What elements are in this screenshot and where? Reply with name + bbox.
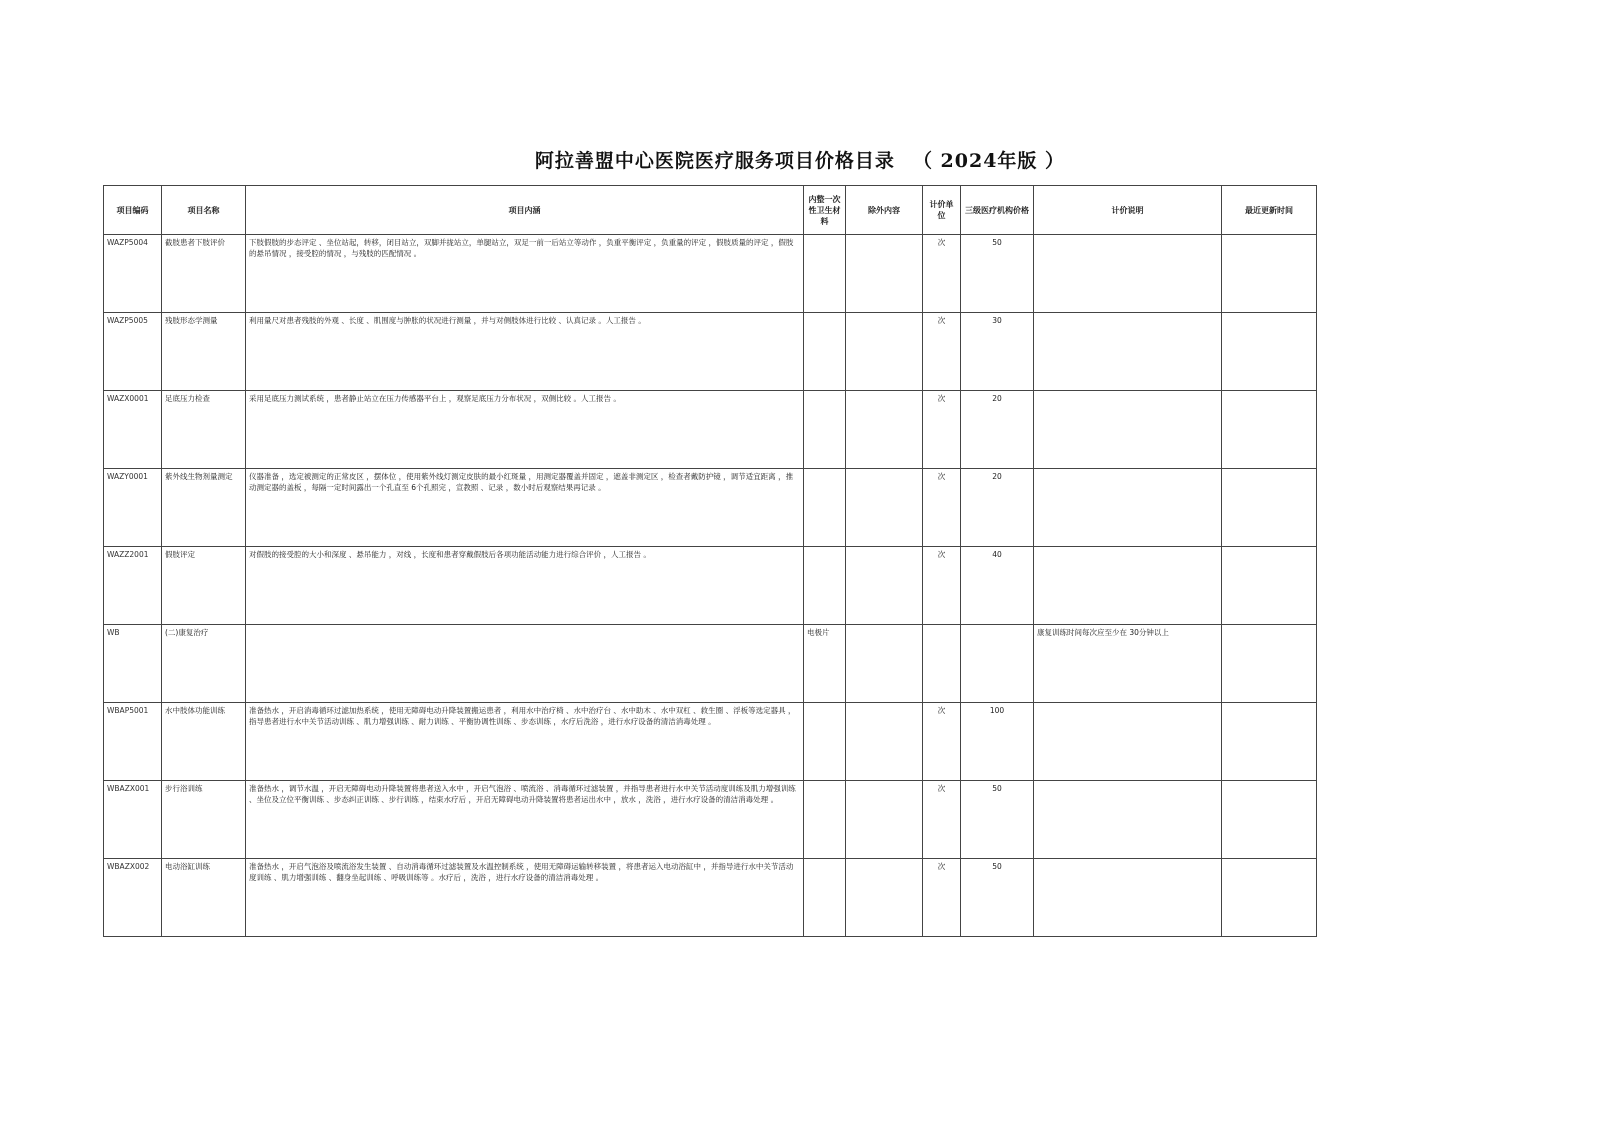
cell-price: 30 [961, 313, 1034, 391]
cell-consumables [804, 781, 846, 859]
table-row [104, 859, 1317, 937]
cell-updated [1222, 781, 1317, 859]
cell-updated [1222, 625, 1317, 703]
cell-unit: 次 [923, 391, 961, 469]
cell-name: 残肢形态学测量 [162, 313, 246, 391]
cell-consumables [804, 469, 846, 547]
cell-unit: 次 [923, 469, 961, 547]
cell-excluded [846, 625, 923, 703]
table-row [104, 313, 1317, 391]
table-row [104, 235, 1317, 313]
cell-name: 足底压力检查 [162, 391, 246, 469]
cell-price: 20 [961, 469, 1034, 547]
header-price: 三级医疗机构价格 [961, 186, 1034, 235]
cell-consumables [804, 703, 846, 781]
cell-content: 利用量尺对患者残肢的外观 、长度 、肌围度与肿胀的状况进行测量 ，并与对侧肢体进行比较 、认真记录 。人工报告 。 [246, 313, 804, 391]
cell-price: 50 [961, 859, 1034, 937]
table-row [104, 625, 1317, 703]
cell-explanation [1034, 703, 1222, 781]
header-excluded: 除外内容 [846, 186, 923, 235]
cell-unit: 次 [923, 235, 961, 313]
cell-code: WAZP5004 [104, 235, 162, 313]
cell-price [961, 625, 1034, 703]
cell-explanation: 康复训练时间每次应至少在 30分钟以上 [1034, 625, 1222, 703]
cell-name: 水中肢体功能训练 [162, 703, 246, 781]
cell-excluded [846, 469, 923, 547]
cell-excluded [846, 391, 923, 469]
header-content: 项目内涵 [246, 186, 804, 235]
cell-code: WAZZ2001 [104, 547, 162, 625]
cell-content: 准备热水 ，调节水温 ，开启无障碍电动升降装置将患者送入水中 ，开启气泡浴 、喷流浴 、消毒循环过滤装置 ，并指导患者进行水中关节活动度训练及肌力增强训练 、坐位及立位平衡训练 、步态纠正训练 、步行训练 ，结束水疗后 ，开启无障碍电动升降装置将患者运出水中 ，放水 ，洗浴 ，进行水疗设备的清洁消毒处理 。 [246, 781, 804, 859]
cell-updated [1222, 469, 1317, 547]
cell-content: 准备热水 ，开启气泡浴及喷流浴发生装置 、自动消毒循环过滤装置及水温控制系统 ，使用无障碍运输转移装置 ，将患者运入电动浴缸中 ，并指导进行水中关节活动度训练 、肌力增强训练 、翻身坐起训练 、呼吸训练等 。水疗后 ，洗浴 ，进行水疗设备的清洁消毒处理 。 [246, 859, 804, 937]
cell-explanation [1034, 469, 1222, 547]
cell-price: 20 [961, 391, 1034, 469]
cell-unit: 次 [923, 313, 961, 391]
cell-excluded [846, 859, 923, 937]
header-consumables: 内整一次性卫生材料 [804, 186, 846, 235]
cell-explanation [1034, 781, 1222, 859]
cell-consumables [804, 859, 846, 937]
table-row [104, 781, 1317, 859]
cell-unit [923, 625, 961, 703]
cell-excluded [846, 235, 923, 313]
header-name: 项目名称 [162, 186, 246, 235]
cell-name: 步行浴训练 [162, 781, 246, 859]
price-catalog-table [103, 185, 1317, 937]
cell-price: 100 [961, 703, 1034, 781]
cell-unit: 次 [923, 703, 961, 781]
cell-price: 50 [961, 235, 1034, 313]
header-updated: 最近更新时间 [1222, 186, 1317, 235]
cell-excluded [846, 703, 923, 781]
cell-name: 截肢患者下肢评价 [162, 235, 246, 313]
header-unit: 计价单位 [923, 186, 961, 235]
table-row [104, 391, 1317, 469]
cell-excluded [846, 313, 923, 391]
cell-consumables: 电极片 [804, 625, 846, 703]
header-explanation: 计价说明 [1034, 186, 1222, 235]
cell-consumables [804, 235, 846, 313]
cell-content: 仪器准备 ，选定被测定的正常皮区 ，摆体位 ，使用紫外线灯测定皮肤的最小红斑量 ，用测定器覆盖并固定 ，遮盖非测定区 ，检查者戴防护镜 ，调节适宜距离 ，推动测定器的盖板 ，每隔一定时间露出一个孔直至 6个孔照完 ，宣教照 、记录 ，数小时后观察结果再记录 。 [246, 469, 804, 547]
cell-name: 电动浴缸训练 [162, 859, 246, 937]
table-row [104, 703, 1317, 781]
cell-updated [1222, 391, 1317, 469]
cell-updated [1222, 313, 1317, 391]
cell-code: WAZX0001 [104, 391, 162, 469]
cell-unit: 次 [923, 859, 961, 937]
cell-excluded [846, 781, 923, 859]
cell-updated [1222, 235, 1317, 313]
cell-code: WBAP5001 [104, 703, 162, 781]
header-code: 项目编码 [104, 186, 162, 235]
cell-updated [1222, 547, 1317, 625]
cell-code: WBAZX002 [104, 859, 162, 937]
cell-consumables [804, 391, 846, 469]
table-row [104, 469, 1317, 547]
cell-explanation [1034, 547, 1222, 625]
cell-price: 50 [961, 781, 1034, 859]
cell-content: 准备热水 ，开启消毒循环过滤加热系统 ，使用无障碍电动升降装置搬运患者 ，利用水中治疗椅 、水中治疗台 、水中助木 、水中双杠 、救生圈 、浮板等选定器具 ，指导患者进行水中关节活动训练 、肌力增强训练 、耐力训练 、平衡协调性训练 、步态训练 ，水疗后洗浴 ，进行水疗设备的清洁消毒处理 。 [246, 703, 804, 781]
cell-content [246, 625, 804, 703]
cell-name: (二)康复治疗 [162, 625, 246, 703]
table-row [104, 547, 1317, 625]
cell-updated [1222, 703, 1317, 781]
cell-updated [1222, 859, 1317, 937]
cell-explanation [1034, 313, 1222, 391]
cell-explanation [1034, 859, 1222, 937]
cell-content: 采用足底压力测试系统 ，患者静止站立在压力传感器平台上 ，观察足底压力分布状况 ，双侧比较 。人工报告 。 [246, 391, 804, 469]
cell-code: WAZP5005 [104, 313, 162, 391]
cell-name: 紫外线生物剂量测定 [162, 469, 246, 547]
cell-unit: 次 [923, 781, 961, 859]
cell-explanation [1034, 391, 1222, 469]
title-main: 阿拉善盟中心医院医疗服务项目价格目录 [534, 150, 895, 172]
cell-code: WB [104, 625, 162, 703]
cell-content: 对假肢的接受腔的大小和深度 、悬吊能力 ，对线 ，长度和患者穿戴假肢后各项功能活动能力进行综合评价 ，人工报告 。 [246, 547, 804, 625]
cell-explanation [1034, 235, 1222, 313]
cell-unit: 次 [923, 547, 961, 625]
title-edition: （ 2024年版 ） [912, 150, 1066, 172]
cell-price: 40 [961, 547, 1034, 625]
document-title [0, 146, 1600, 173]
cell-consumables [804, 547, 846, 625]
cell-content: 下肢假肢的步态评定 、坐位站起，转移，闭目站立，双脚并拢站立，单腿站立，双足一前一后站立等动作 ，负重平衡评定 ，负重量的评定 ，假肢质量的评定 ，假肢的悬吊情况 ，接受腔的情况 ，与残肢的匹配情况 。 [246, 235, 804, 313]
table-header-row [104, 186, 1317, 235]
cell-code: WBAZX001 [104, 781, 162, 859]
cell-excluded [846, 547, 923, 625]
cell-name: 假肢评定 [162, 547, 246, 625]
cell-consumables [804, 313, 846, 391]
cell-code: WAZY0001 [104, 469, 162, 547]
